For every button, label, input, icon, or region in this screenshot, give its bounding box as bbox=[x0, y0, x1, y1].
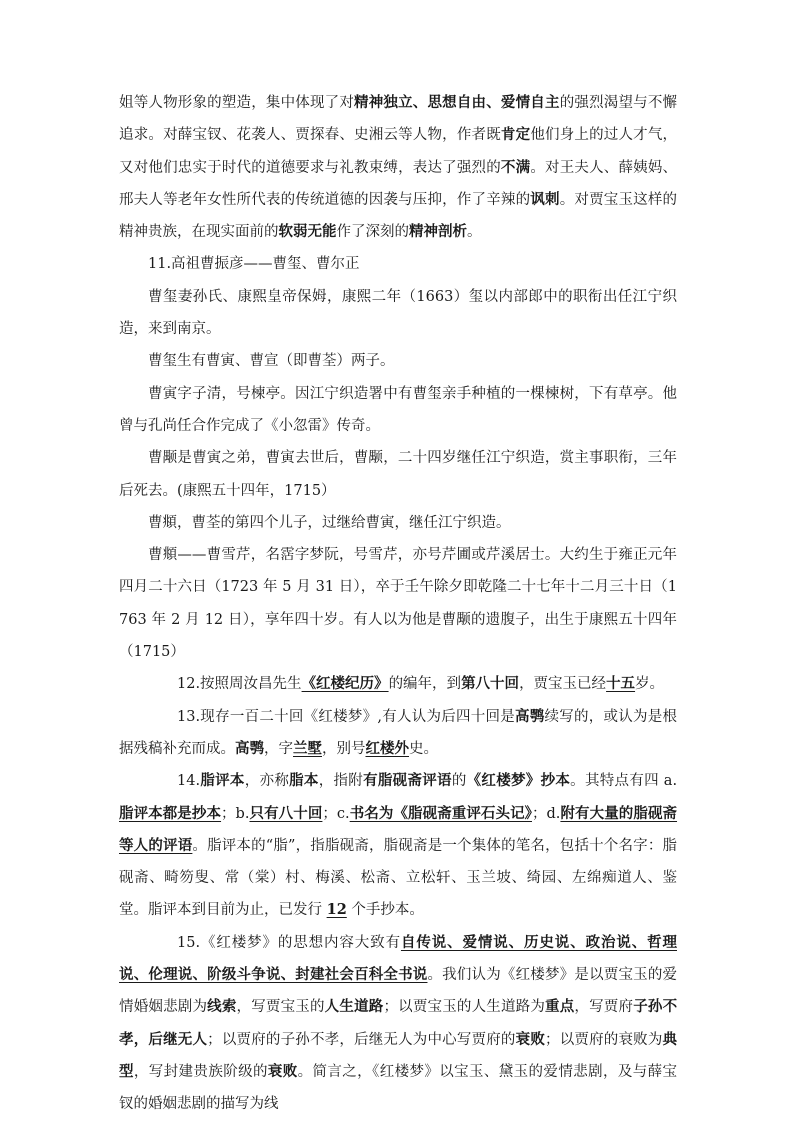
item-11-heading: 11.高祖曹振彦——曹玺、曹尔正 bbox=[148, 256, 360, 273]
paragraph-cao-xueqin: 曹頫——曹雪芹，名霑字梦阮，号雪芹，亦号芹圃或芹溪居士。大约生于雍正元年四月二十六日（1723 年 5 月 31 日），卒于壬午除夕即乾隆二十七年十二月三十日（1763 年 2 月 12 日），享年四十岁。有人以为他是曹颙的遗腹子，出生于康熙五十四年（1715） bbox=[119, 547, 677, 661]
paragraph-cao-yin: 曹寅字子清，号楝亭。因江宁织造署中有曹玺亲手种植的一棵楝树，下有草亭。他曾与孔尚任合作完成了《小忽雷》传奇。 bbox=[119, 385, 677, 434]
item-12-paragraph: 12.按照周汝昌先生《红楼纪历》的编年，到第八十回，贾宝玉已经十五岁。 bbox=[177, 675, 665, 693]
paragraph-cao-xi-sons: 曹玺生有曹寅、曹宣（即曹荃）两子。 bbox=[148, 353, 395, 370]
document-page bbox=[119, 87, 677, 1121]
item-13-paragraph: 13.现存一百二十回《红楼梦》,有人认为后四十回是高鹗续写的，或认为是根据残稿补充而成。高鹗，字兰墅，别号红楼外史。 bbox=[119, 707, 678, 757]
paragraph-cao-yong: 曹颙是曹寅之弟，曹寅去世后，曹颙，二十四岁继任江宁织造，赏主事职衔，三年后死去。(康熙五十四年，1715） bbox=[119, 450, 677, 499]
paragraph-character-analysis: 姐等人物形象的塑造，集中体现了对精神独立、思想自由、爱情自主的强烈渴望与不懈追求。对薛宝钗、花袭人、贾探春、史湘云等人物，作者既肯定他们身上的过人才气，又对他们忠实于时代的道德要求与礼教束缚，表达了强烈的不满。对王夫人、薛姨妈、邢夫人等老年女性所代表的传统道德的因袭与压抑，作了辛辣的讽刺。对贾宝玉这样的精神贵族，在现实面前的软弱无能作了深刻的精神剖析。 bbox=[119, 94, 678, 241]
paragraph-cao-fu: 曹頫，曹荃的第四个儿子，过继给曹寅，继任江宁织造。 bbox=[148, 514, 511, 531]
paragraph-cao-xi: 曹玺妻孙氏、康熙皇帝保姆，康熙二年（1663）玺以内部郎中的职衔出任江宁织造，来到南京。 bbox=[119, 288, 677, 338]
item-14-paragraph: 14.脂评本，亦称脂本，指附有脂砚斋评语的《红楼梦》抄本。其特点有四 a.脂评本都是抄本；b.只有八十回；c.书名为《脂砚斋重评石头记》；d.附有大量的脂砚斋等人的评语。脂评本的“脂”，指脂砚斋，脂砚斋是一个集体的笔名，包括十个名字：脂砚斋、畸笏叟、常（棠）村、梅溪、松斋、立松轩、玉兰坡、绮园、左绵痴道人、鉴堂。脂评本到目前为止，已发行 12 个手抄本。 bbox=[119, 772, 678, 919]
item-15-paragraph: 15.《红楼梦》的思想内容大致有自传说、爱情说、历史说、政治说、哲理说、伦理说、阶级斗争说、封建社会百科全书说。我们认为《红楼梦》是以贾宝玉的爱情婚姻悲剧为线索，写贾宝玉的人生道路；以贾宝玉的人生道路为重点，写贾府子孙不孝，后继无人；以贾府的子孙不孝，后继无人为中心写贾府的衰败；以贾府的衰败为典型，写封建贵族阶级的衰败。简言之，《红楼梦》以宝玉、黛玉的爱情悲剧，及与薛宝钗的婚姻悲剧的描写为线 bbox=[119, 933, 678, 1113]
